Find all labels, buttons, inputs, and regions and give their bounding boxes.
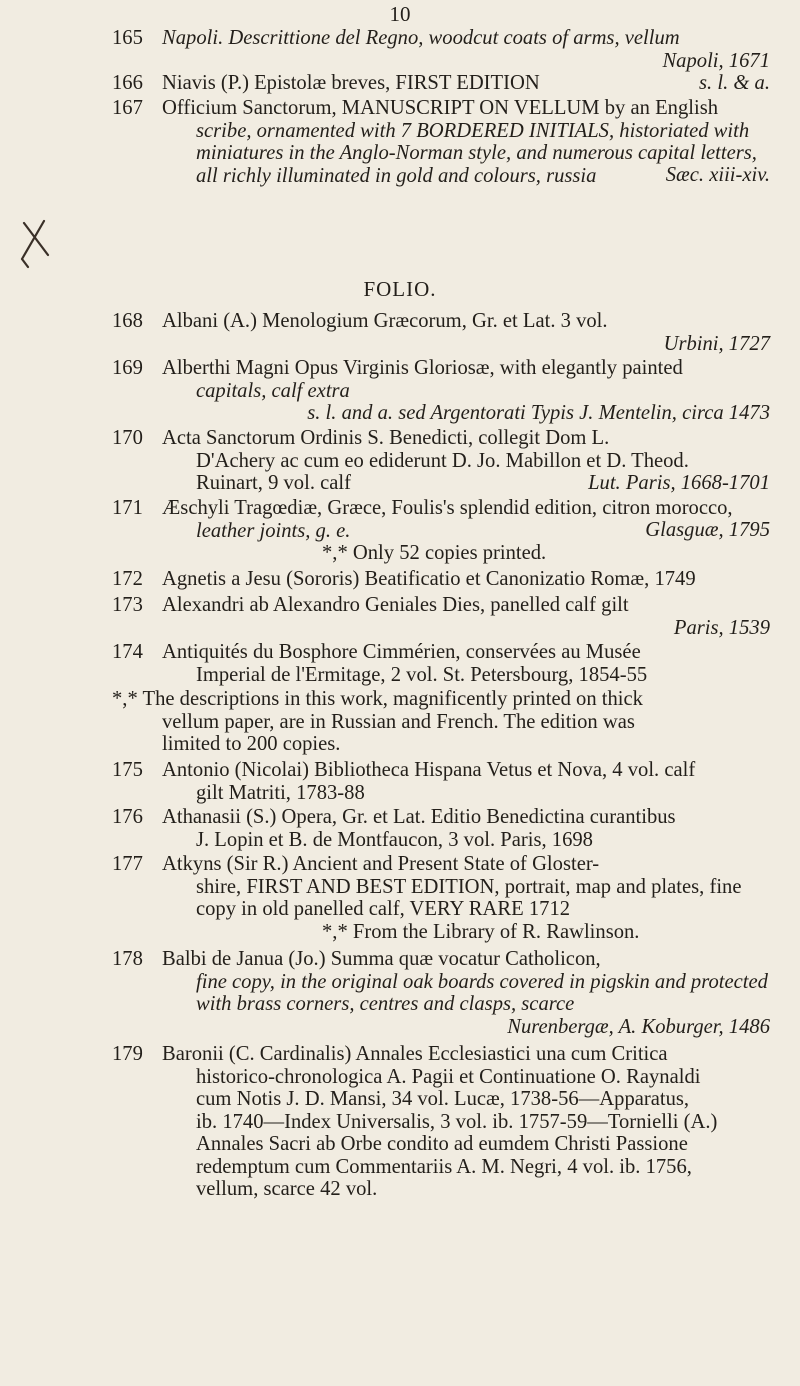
entry-line: Æschyli Tragœdiæ, Græce, Foulis's splendid edition, citron morocco,	[162, 497, 733, 519]
entry-line: all richly illuminated in gold and colours, russia	[196, 164, 597, 187]
entry-line: Antonio (Nicolai) Bibliotheca Hispana Vetus et Nova, 4 vol. calf	[162, 759, 696, 781]
lot-number: 175	[112, 759, 143, 781]
lot-number: 166	[112, 72, 143, 94]
entry-text	[162, 310, 770, 355]
lot-number: 171	[112, 497, 143, 519]
lot-number: 168	[112, 310, 143, 332]
entry-imprint: s. l. & a.	[699, 72, 770, 94]
entry-text	[162, 72, 770, 95]
entry-line: gilt Matriti, 1783-88	[196, 781, 365, 804]
entry-line: miniatures in the Anglo-Norman style, and numerous capital letters,	[196, 142, 757, 164]
entry-text	[162, 97, 770, 187]
entry-imprint: Glasguæ, 1795	[645, 519, 770, 541]
lot-number: 169	[112, 357, 143, 379]
entry-text	[162, 1043, 770, 1201]
entry-text	[162, 427, 770, 495]
entry-text	[162, 27, 770, 72]
lot-number: 172	[112, 568, 143, 590]
entry-line: Alberthi Magni Opus Virginis Gloriosæ, with elegantly painted	[162, 357, 683, 379]
entry-line: Baronii (C. Cardinalis) Annales Ecclesiastici una cum Critica	[162, 1043, 668, 1065]
entry-text	[162, 948, 770, 1038]
entry-text	[162, 594, 770, 639]
entry-imprint: Lut. Paris, 1668-1701	[588, 472, 770, 494]
entry-line: shire, FIRST AND BEST EDITION, portrait, map and plates, fine	[196, 875, 742, 898]
entry-line: copy in old panelled calf, VERY RARE 1712	[196, 898, 571, 920]
entry-line: Antiquités du Bosphore Cimmérien, conservées au Musée	[162, 641, 641, 663]
entry-line: Balbi de Janua (Jo.) Summa quæ vocatur Catholicon,	[162, 948, 601, 970]
entry-line: Atkyns (Sir R.) Ancient and Present State of Gloster-	[162, 853, 600, 875]
entry-imprint: Napoli, 1671	[662, 49, 770, 72]
entry-line: capitals, calf extra	[196, 379, 350, 402]
lot-number: 176	[112, 806, 143, 828]
entry-line: fine copy, in the original oak boards covered in pigskin and protected	[196, 970, 768, 993]
entry-line: Napoli. Descrittione del Regno, woodcut coats of arms, vellum	[162, 27, 680, 49]
lot-number: 174	[112, 641, 143, 663]
entry-line: redemptum cum Commentariis A. M. Negri, 4 vol. ib. 1756,	[196, 1155, 692, 1178]
entry-line: leather joints, g. e.	[196, 519, 351, 542]
lot-number: 167	[112, 97, 143, 119]
lot-number: 177	[112, 853, 143, 875]
entry-line: Agnetis a Jesu (Sororis) Beatificatio et Canonizatio Romæ, 1749	[162, 568, 696, 590]
entry-imprint: Paris, 1539	[673, 616, 770, 639]
entry-line: historico-chronologica A. Pagii et Continuatione O. Raynaldi	[196, 1065, 701, 1088]
entry-text	[162, 806, 770, 851]
entry-text	[162, 497, 770, 565]
entry-line: Albani (A.) Menologium Græcorum, Gr. et Lat. 3 vol.	[162, 310, 608, 332]
entry-line: scribe, ornamented with 7 BORDERED INITIALS, historiated with	[196, 119, 750, 142]
entry-note: *,* Only 52 copies printed.	[322, 542, 547, 564]
page-number: 10	[389, 2, 411, 26]
entry-imprint: Sæc. xiii-xiv.	[665, 164, 770, 186]
note-line: vellum paper, are in Russian and French. The edition was	[162, 710, 635, 733]
entry-text	[162, 357, 770, 425]
entry-line: Officium Sanctorum, MANUSCRIPT ON VELLUM by an English	[162, 97, 719, 119]
entry-line: ib. 1740—Index Universalis, 3 vol. ib. 1757-59—Tornielli (A.)	[196, 1110, 718, 1133]
entry-line: Alexandri ab Alexandro Geniales Dies, panelled calf gilt	[162, 594, 629, 616]
entry-imprint: Urbini, 1727	[663, 332, 770, 355]
entry-text	[162, 568, 770, 591]
entry-note: *,* From the Library of R. Rawlinson.	[322, 920, 640, 943]
entry-line: Ruinart, 9 vol. calf	[196, 472, 351, 494]
entry-line: J. Lopin et B. de Montfaucon, 3 vol. Paris, 1698	[196, 828, 593, 851]
note-line: limited to 200 copies.	[162, 733, 341, 755]
entry-line: with brass corners, centres and clasps, scarce	[196, 993, 575, 1015]
entry-line: vellum, scarce 42 vol.	[196, 1178, 378, 1200]
entry-line: cum Notis J. D. Mansi, 34 vol. Lucæ, 1738-56—Apparatus,	[196, 1088, 690, 1110]
check-mark-icon	[14, 215, 54, 275]
note-block	[112, 688, 772, 756]
entry-line: Niavis (P.) Epistolæ breves, FIRST EDITION	[162, 72, 540, 94]
entry-line: Annales Sacri ab Orbe condito ad eumdem Christi Passione	[196, 1133, 688, 1155]
lot-number: 165	[112, 27, 143, 49]
entry-text	[162, 641, 770, 686]
lot-number: 178	[112, 948, 143, 970]
entry-line: D'Achery ac cum eo ediderunt D. Jo. Mabillon et D. Theod.	[196, 449, 689, 472]
lot-number: 179	[112, 1043, 143, 1065]
lot-number: 173	[112, 594, 143, 616]
entry-line: Imperial de l'Ermitage, 2 vol. St. Petersbourg, 1854-55	[196, 663, 648, 686]
section-heading: FOLIO.	[363, 277, 437, 301]
entry-imprint: Nurenbergæ, A. Koburger, 1486	[507, 1015, 770, 1038]
entry-line: Athanasii (S.) Opera, Gr. et Lat. Editio Benedictina curantibus	[162, 806, 676, 828]
entry-line: Acta Sanctorum Ordinis S. Benedicti, collegit Dom L.	[162, 427, 610, 449]
note-line: *,* The descriptions in this work, magnificently printed on thick	[112, 688, 643, 710]
entry-imprint: s. l. and a. sed Argentorati Typis J. Mentelin, circa 1473	[307, 402, 770, 424]
lot-number: 170	[112, 427, 143, 449]
entry-text	[162, 853, 770, 943]
entry-text	[162, 759, 770, 804]
